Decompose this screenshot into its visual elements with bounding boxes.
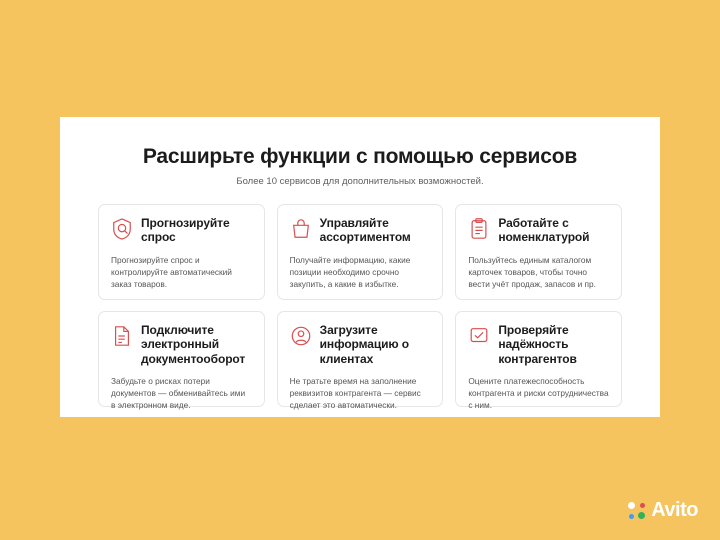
feature-description: Прогнозируйте спрос и контролируйте автоматический заказ товаров.: [111, 254, 232, 289]
feature-title: Подключите электронный документооборот: [141, 323, 246, 366]
feature-card[interactable]: [455, 311, 622, 410]
feature-description: Оцените платежеспособность контрагента и риски сотрудничества с ним.: [468, 375, 609, 410]
feature-header: [290, 323, 431, 365]
user-upload-icon: [290, 324, 312, 348]
checklist-icon: [468, 324, 490, 348]
feature-title: Загрузите информацию о клиентах: [319, 323, 409, 366]
services-panel: [60, 117, 660, 417]
feature-card[interactable]: [98, 204, 265, 300]
document-flow-icon: [111, 324, 133, 348]
bag-icon: [290, 217, 312, 241]
feature-header: [111, 216, 252, 244]
feature-card[interactable]: [277, 204, 444, 300]
clipboard-icon: [468, 217, 490, 241]
avito-dots-icon: [628, 502, 645, 519]
avito-watermark: [628, 499, 698, 522]
feature-card[interactable]: [455, 204, 622, 300]
feature-description: Получайте информацию, какие позиции необходимо срочно закупить, а какие в избытке.: [289, 254, 411, 289]
feature-header: [468, 323, 609, 365]
feature-description: Забудьте о рисках потери документов — обменивайтесь ими в электронном виде.: [111, 375, 246, 410]
feature-title: Проверяйте надёжность контрагентов: [498, 323, 577, 366]
features-grid: [98, 204, 622, 410]
page-subtitle: Более 10 сервисов для дополнительных возможностей.: [236, 176, 484, 188]
feature-description: Не тратьте время на заполнение реквизитов контрагента — сервис сделает это автоматически.: [289, 375, 421, 410]
page-title: Расширьте функции с помощью сервисов: [142, 145, 578, 168]
feature-title: Прогнозируйте спрос: [141, 216, 230, 245]
feature-card[interactable]: [98, 311, 265, 410]
feature-title: Управляйте ассортиментом: [319, 216, 411, 245]
forecast-shield-icon: [111, 217, 133, 241]
feature-header: [290, 216, 431, 244]
feature-title: Работайте с номенклатурой: [498, 216, 590, 245]
feature-header: [468, 216, 609, 244]
feature-description: Пользуйтесь единым каталогом карточек товаров, чтобы точно вести учёт продаж, запасов и пр.: [468, 254, 596, 289]
avito-wordmark: Avito: [651, 499, 698, 521]
feature-card[interactable]: [277, 311, 444, 410]
feature-header: [111, 323, 252, 365]
